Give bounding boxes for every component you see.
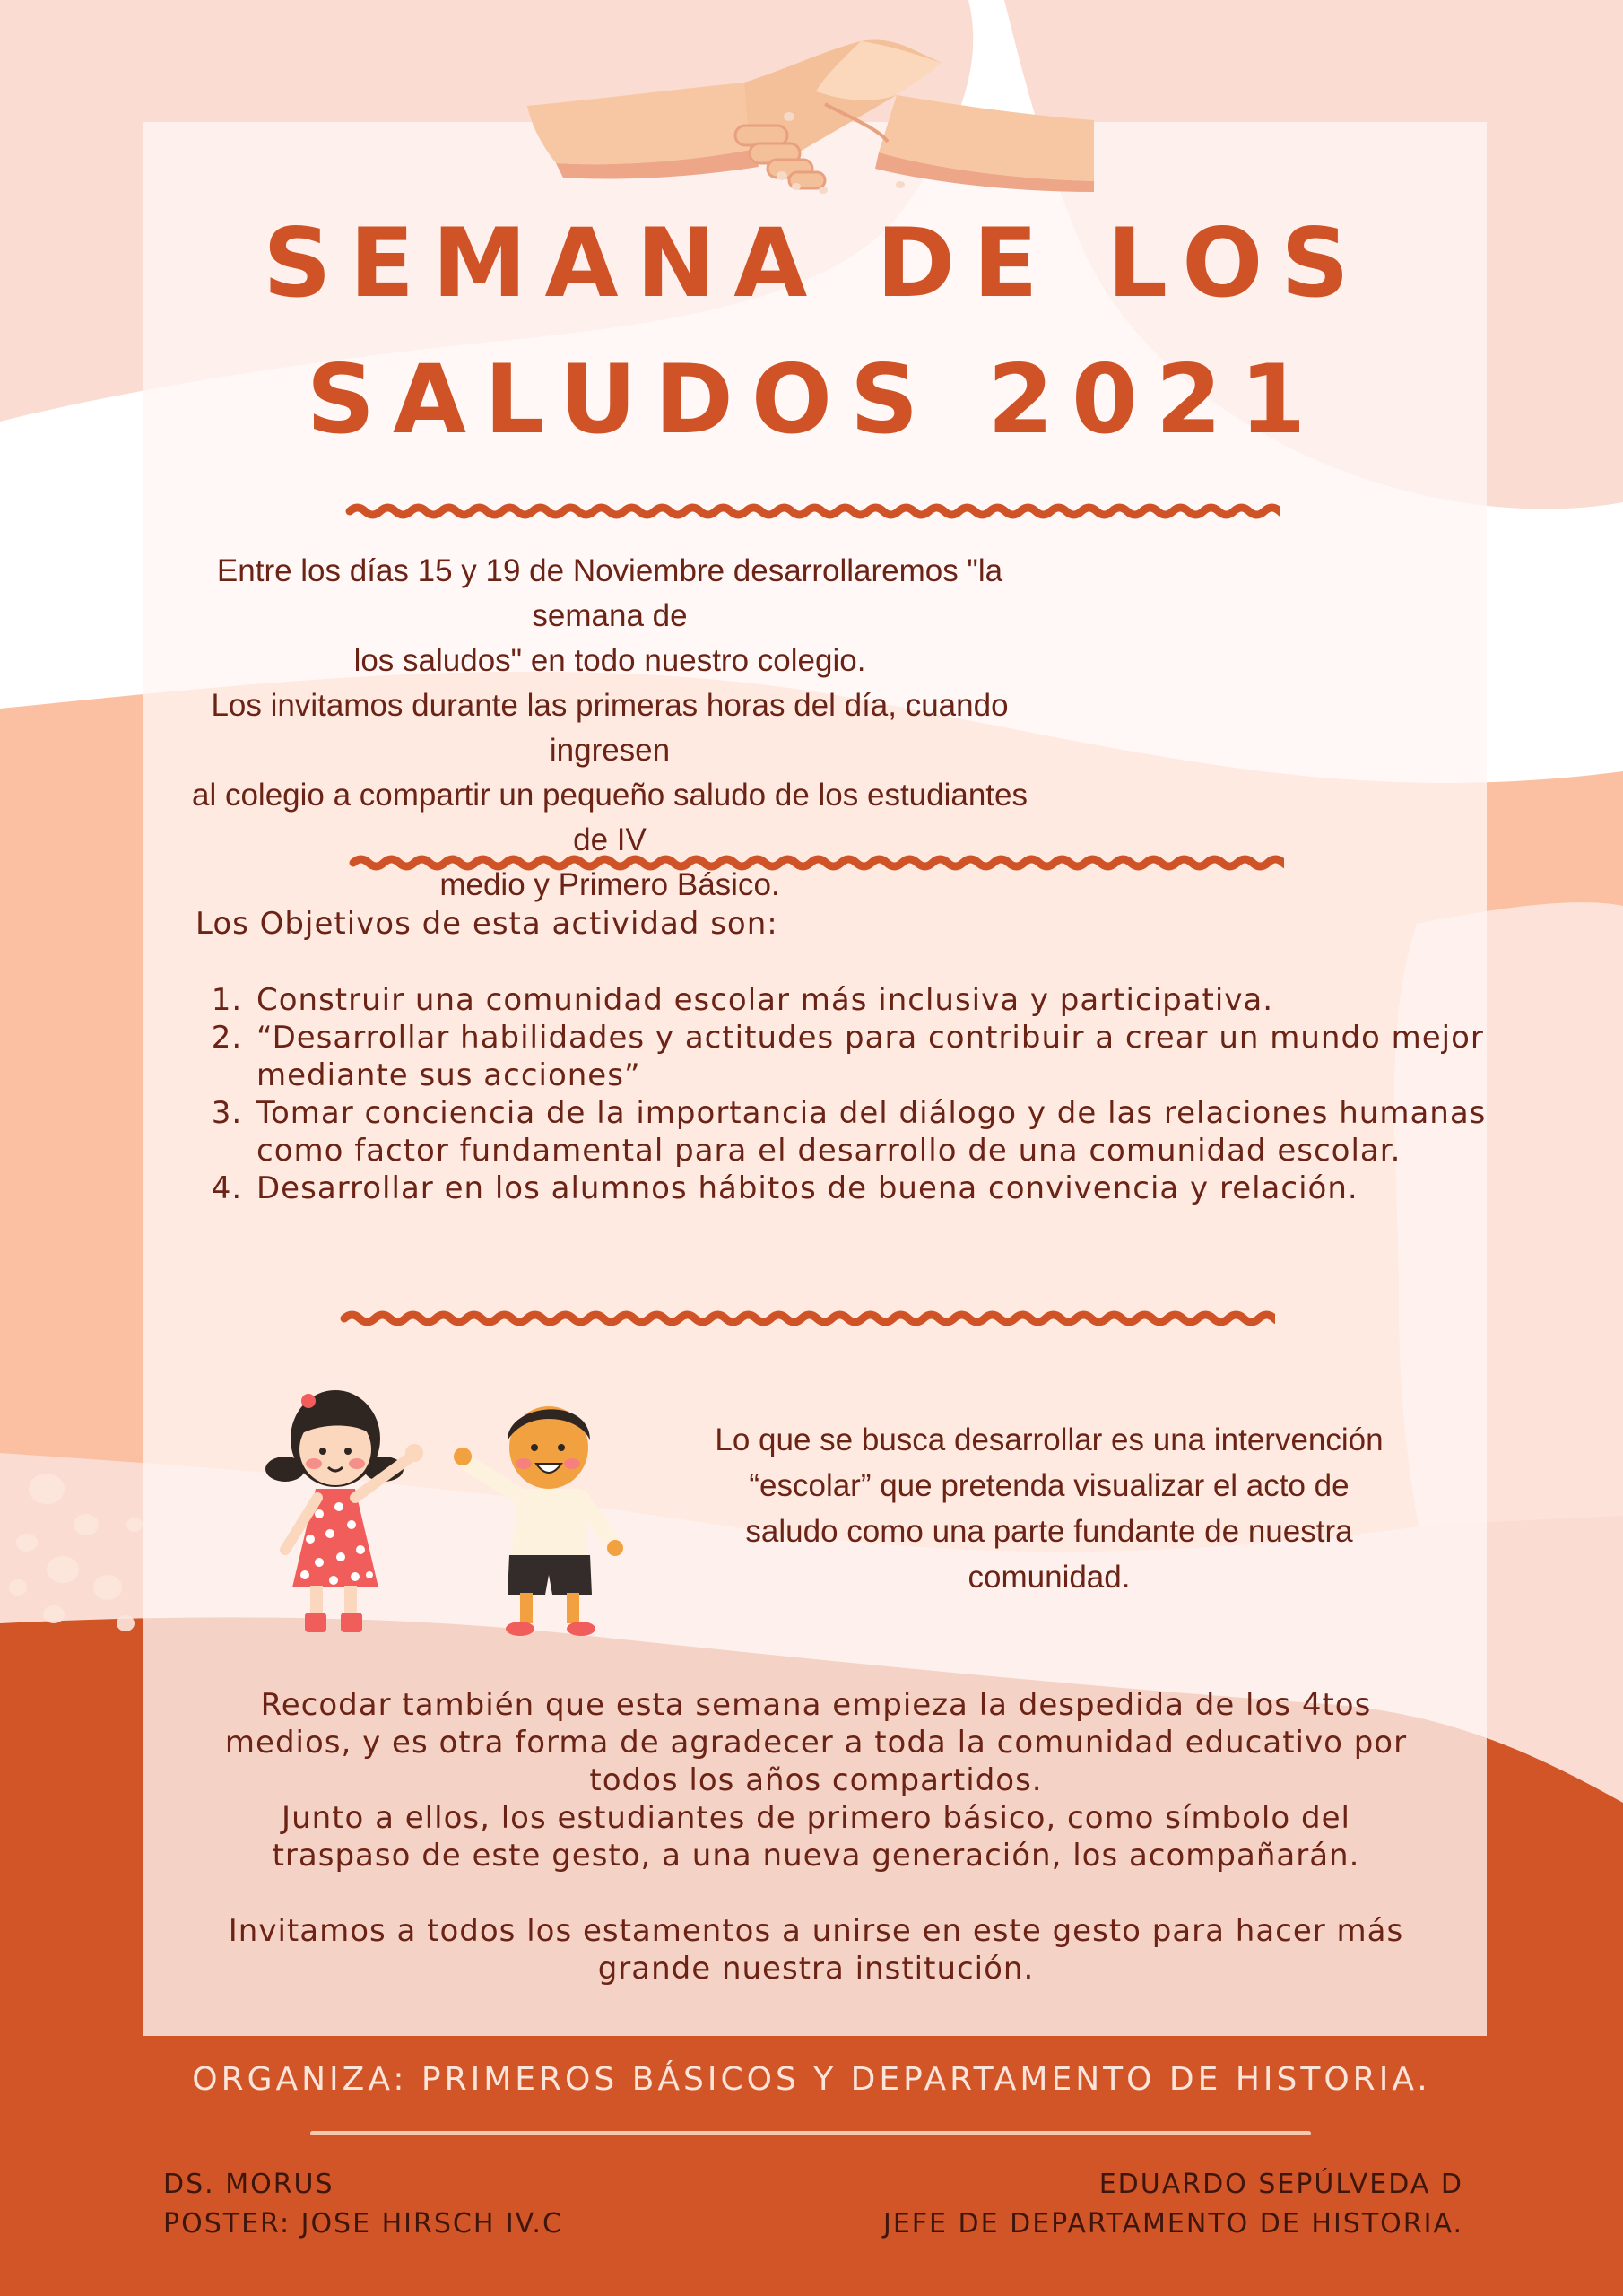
credit-role: JEFE DE DEPARTAMENTO DE HISTORIA. — [882, 2208, 1463, 2239]
aim-line: “escolar” que pretenda visualizar el acto de — [749, 1468, 1350, 1503]
handshake-illustration — [520, 32, 1103, 203]
credits-left — [163, 2165, 563, 2244]
organizer-banner: ORGANIZA: PRIMEROS BÁSICOS Y DEPARTAMENTO DE HISTORIA. — [192, 2061, 1431, 2098]
girl-waving-illustration — [265, 1390, 423, 1632]
invitation-line: grande nuestra institución. — [597, 1951, 1035, 1987]
wavy-divider — [339, 1302, 1275, 1335]
intro-line: Los invitamos durante las primeras horas del día, cuando ingresen — [211, 688, 1009, 768]
boy-waving-illustration — [454, 1406, 623, 1636]
closing-line: traspaso de este gesto, a una nueva generación, los acompañarán. — [272, 1838, 1360, 1874]
intro-line: medio y Primero Básico. — [439, 867, 780, 902]
intro-text — [179, 549, 1040, 908]
credit-name: EDUARDO SEPÚLVEDA D — [1098, 2169, 1463, 2200]
credit-design: DS. MORUS — [163, 2169, 334, 2200]
objective-item: 2. “Desarrollar habilidades y actitudes para contribuir a crear un mundo mejor mediante sus acciones” — [253, 1019, 1490, 1094]
intro-line: los saludos" en todo nuestro colegio. — [353, 643, 866, 678]
invitation-line: Invitamos a todos los estamentos a unirse en este gesto para hacer más — [228, 1913, 1404, 1949]
objectives-heading: Los Objetivos de esta actividad son: — [195, 906, 778, 942]
intro-line: Entre los días 15 y 19 de Noviembre desarrollaremos "la semana de — [216, 553, 1003, 633]
page-title-line-2: SALUDOS 2021 — [306, 344, 1324, 455]
closing-line: Junto a ellos, los estudiantes de primero básico, como símbolo del — [282, 1800, 1350, 1836]
kids-illustration — [233, 1363, 646, 1650]
closing-line: todos los años compartidos. — [589, 1762, 1043, 1798]
footer-divider — [310, 2131, 1311, 2135]
objective-item: 1. Construir una comunidad escolar más inclusiva y participativa. — [253, 981, 1490, 1019]
aim-line: saludo como una parte fundante de nuestra — [745, 1514, 1353, 1549]
wavy-divider — [344, 495, 1280, 527]
aim-text — [681, 1417, 1417, 1600]
closing-text — [179, 1686, 1453, 1987]
aim-line: Lo que se busca desarrollar es una intervención — [715, 1422, 1384, 1457]
aim-line: comunidad. — [968, 1560, 1131, 1595]
credit-poster: POSTER: JOSE HIRSCH IV.C — [163, 2208, 563, 2239]
objectives-list — [195, 981, 1490, 1207]
closing-line: medios, y es otra forma de agradecer a toda la comunidad educativo por — [224, 1725, 1408, 1761]
intro-line: al colegio a compartir un pequeño saludo de los estudiantes de IV — [191, 778, 1028, 857]
objective-item: 3. Tomar conciencia de la importancia del diálogo y de las relaciones humanas como factor fundamental para el desarrollo de una comunidad escolar. — [253, 1094, 1490, 1170]
credits-right — [883, 2165, 1463, 2244]
objective-item: 4. Desarrollar en los alumnos hábitos de buena convivencia y relación. — [253, 1170, 1490, 1207]
page-title-line-1: SEMANA DE LOS — [263, 208, 1367, 318]
closing-line: Recodar también que esta semana empieza la despedida de los 4tos — [260, 1687, 1372, 1723]
